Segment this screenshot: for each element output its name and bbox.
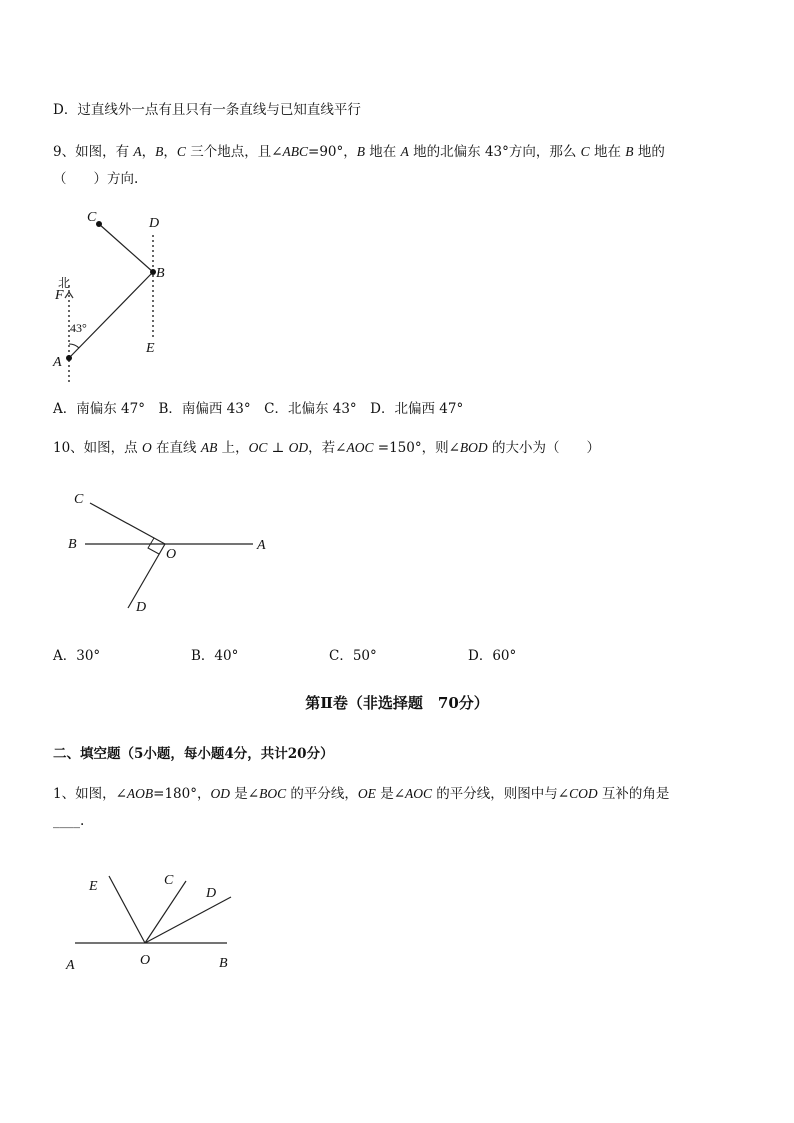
fill1-var: BOC [259, 786, 287, 801]
q9-text: =90°， [308, 144, 357, 160]
q9-var: A [400, 144, 409, 159]
question9-figure [45, 205, 185, 385]
label-b: B [68, 537, 77, 552]
q9-var: ABC [282, 144, 309, 159]
q9-var: C [176, 144, 186, 159]
fill1-text: 是∠ [230, 786, 260, 802]
fill1-var: AOC [405, 786, 433, 801]
q10-var: BOD [459, 440, 488, 455]
question9-text-line2: （ ）方向. [53, 171, 139, 187]
question10-option-b: B．40° [191, 648, 239, 664]
q10-text: 10、如图，点 [53, 440, 142, 456]
fill1-text: 的平分线，则图中与∠ [432, 786, 570, 802]
label-d: D [206, 886, 217, 901]
ray-od [128, 544, 165, 608]
q10-var: OC [248, 440, 268, 455]
q9-text: 地的北偏东 43°方向，那么 [408, 144, 581, 160]
fill1-var: OD [210, 786, 230, 801]
label-o: O [140, 953, 151, 968]
part2-title: 第Ⅱ卷（非选择题 70分） [305, 694, 489, 712]
question10-figure [60, 487, 280, 617]
label-b: B [219, 956, 228, 971]
question10-text [53, 439, 600, 457]
q10-text: =150°，则∠ [373, 440, 460, 456]
segment-bc [99, 224, 153, 272]
segment-ab [69, 272, 153, 358]
label-d: D [149, 216, 160, 231]
q9-text: 三个地点，且∠ [185, 144, 283, 160]
label-b: B [156, 266, 165, 281]
q9-text: ， [163, 144, 177, 160]
q10-var: OD [288, 440, 309, 455]
fill1-text: 1、如图，∠ [53, 786, 127, 802]
label-c: C [87, 210, 97, 225]
point-a [66, 355, 72, 361]
label-f: F [55, 288, 64, 303]
label-a: A [66, 958, 75, 973]
q10-text: ⊥ [267, 440, 289, 456]
ray-od [145, 897, 231, 943]
label-c: C [164, 873, 174, 888]
fill1-answer-blank: ____. [53, 813, 85, 829]
label-north: 北 [58, 276, 71, 290]
q10-var: AOC [346, 440, 374, 455]
question10-option-c: C．50° [329, 648, 377, 664]
fill1-var: COD [569, 786, 598, 801]
q10-var: AB [200, 440, 218, 455]
label-43-degrees: 43° [70, 321, 87, 335]
angle-43-arc [69, 344, 79, 348]
fill1-text: 是∠ [375, 786, 406, 802]
q9-var: C [580, 144, 590, 159]
fill1-var: OE [357, 786, 376, 801]
q9-var: B [356, 144, 366, 159]
q9-text: ， [141, 144, 156, 160]
q10-text: ，若∠ [308, 440, 347, 456]
section2-title: 二、填空题（5小题，每小题4分，共计20分） [53, 746, 334, 762]
q9-var: B [155, 144, 164, 159]
label-a: A [257, 538, 266, 553]
fill1-text: =180°， [153, 786, 211, 802]
ray-oc [145, 881, 186, 943]
q10-text: 的大小为（ ） [487, 440, 600, 456]
q9-text: 地在 [589, 144, 626, 160]
ray-oe [109, 876, 145, 943]
label-c: C [74, 492, 84, 507]
label-d: D [136, 600, 147, 615]
q10-var: O [141, 440, 152, 455]
ray-oc [90, 503, 165, 544]
fill1-figure [60, 868, 260, 978]
label-e: E [89, 879, 98, 894]
question8-option-d: D．过直线外一点有且只有一条直线与已知直线平行 [53, 102, 361, 118]
question9-text-line1 [53, 143, 665, 161]
q9-text: 地在 [365, 144, 401, 160]
question10-option-d: D．60° [468, 648, 517, 664]
q10-text: 在直线 [151, 440, 201, 456]
q9-var: A [133, 144, 142, 159]
label-e: E [146, 341, 155, 356]
label-a: A [53, 355, 62, 370]
q10-text: 上， [217, 440, 249, 456]
fill1-text-line1 [53, 785, 669, 803]
question10-option-a: A．30° [53, 648, 101, 664]
q9-var: B [625, 144, 634, 159]
point-c [96, 221, 102, 227]
label-o: O [166, 547, 177, 562]
q9-text: 9、如图，有 [53, 144, 134, 160]
fill1-var: AOB [126, 786, 154, 801]
question9-options: A．南偏东 47° B．南偏西 43° C．北偏东 43° D．北偏西 47° [53, 401, 464, 417]
q9-text: 地的 [633, 144, 665, 160]
fill1-text: 互补的角是 [597, 786, 670, 802]
fill1-text: 的平分线， [286, 786, 358, 802]
